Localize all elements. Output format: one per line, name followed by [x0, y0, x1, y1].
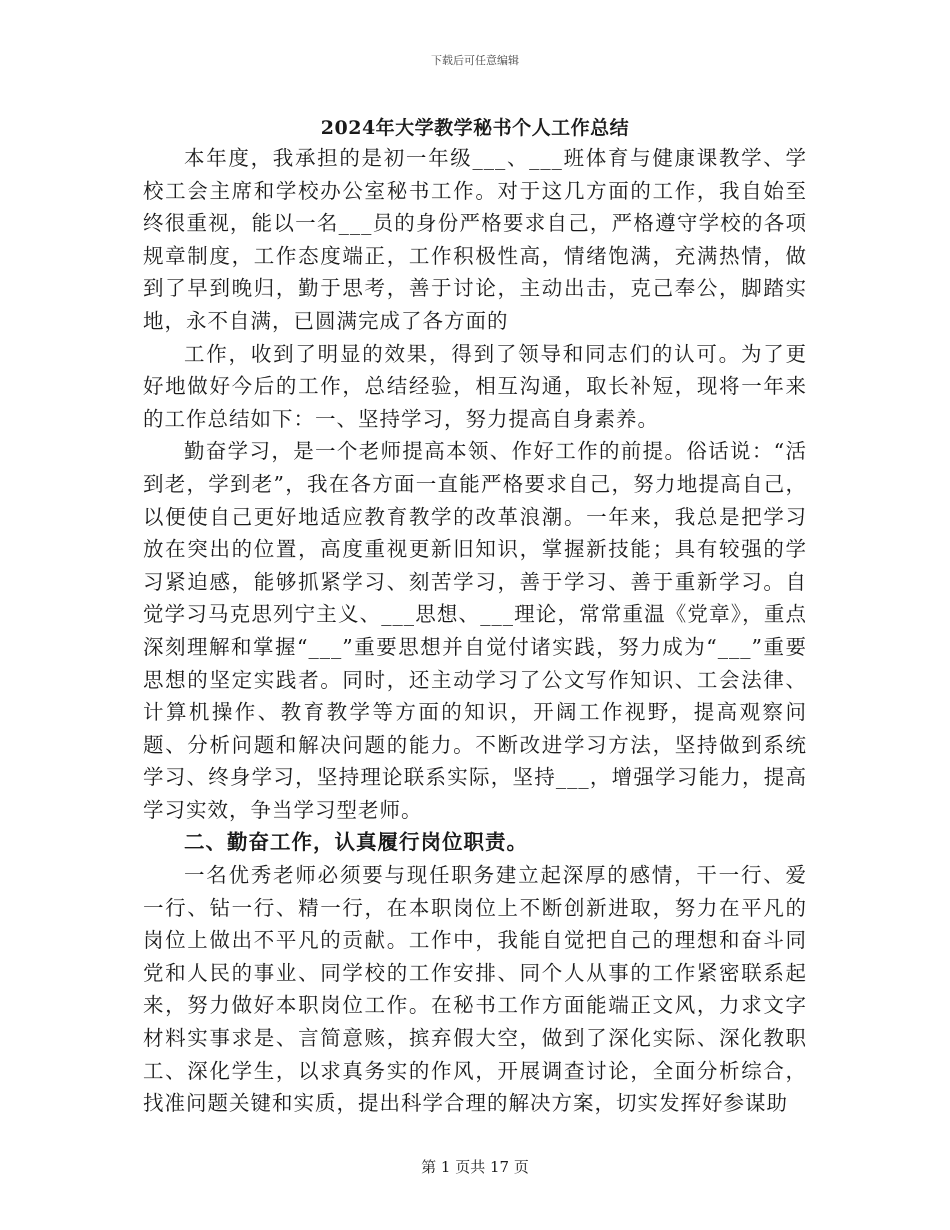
paragraph-work: 一名优秀老师必须要与现任职务建立起深厚的感情，干一行、爱一行、钻一行、精一行，在本职岗位上不断创新进取，努力在平凡的岗位上做出不平凡的贡献。工作中，我能自觉把自己的理想和奋斗同党和人民的事业、同学校的工作安排、同个人从事的工作紧密联系起来，努力做好本职岗位工作。在秘书工作方面能端正文风，力求文字材料实事求是、言简意赅，摈弃假大空，做到了深化实际、深化教职工、深化学生，以求真务实的作风，开展调查讨论，全面分析综合，找准问题关键和实质，提出科学合理的解决方案，切实发挥好参谋助 — [143, 863, 807, 1116]
page-number: 第 1 页共 17 页 — [421, 1158, 529, 1176]
document-title: 2024年大学教学秘书个人工作总结 — [320, 117, 630, 139]
download-note: 下载后可任意编辑 — [431, 54, 519, 67]
document-body — [143, 142, 807, 1120]
paragraph-intro: 本年度，我承担的是初一年级___、___班体育与健康课教学、学校工会主席和学校办公室秘书工作。对于这几方面的工作，我自始至终很重视，能以一名___员的身份严格要求自己，严格遵守学校的各项规章制度，工作态度端正，工作积极性高，情绪饱满，充满热情，做到了早到晚归，勤于思考，善于讨论，主动出击，克己奉公，脚踏实地，永不自满，已圆满完成了各方面的 — [143, 146, 807, 333]
section-heading-work: 二、勤奋工作，认真履行岗位职责。 — [184, 830, 528, 855]
paragraph-study: 勤奋学习，是一个老师提高本领、作好工作的前提。俗话说：“活到老，学到老”，我在各方面一直能严格要求自己，努力地提高自己，以便使自己更好地适应教育教学的改革浪潮。一年来，我总是把学习放在突出的位置，高度重视更新旧知识，掌握新技能；具有较强的学习紧迫感，能够抓紧学习、刻苦学习，善于学习、善于重新学习。自觉学习马克思列宁主义、___思想、___理论，常常重温《党章》，重点深刻理解和掌握“___”重要思想并自觉付诸实践，努力成为“___”重要思想的坚定实践者。同时，还主动学习了公文写作知识、工会法律、计算机操作、教育教学等方面的知识，开阔工作视野，提高观察问题、分析问题和解决问题的能力。不断改进学习方法，坚持做到系统学习、终身学习，坚持理论联系实际，坚持___，增强学习能力，提高学习实效，争当学习型老师。 — [143, 439, 807, 822]
paragraph-summary: 工作，收到了明显的效果，得到了领导和同志们的认可。为了更好地做好今后的工作，总结经验，相互沟通，取长补短，现将一年来的工作总结如下：一、坚持学习，努力提高自身素养。 — [143, 341, 807, 431]
